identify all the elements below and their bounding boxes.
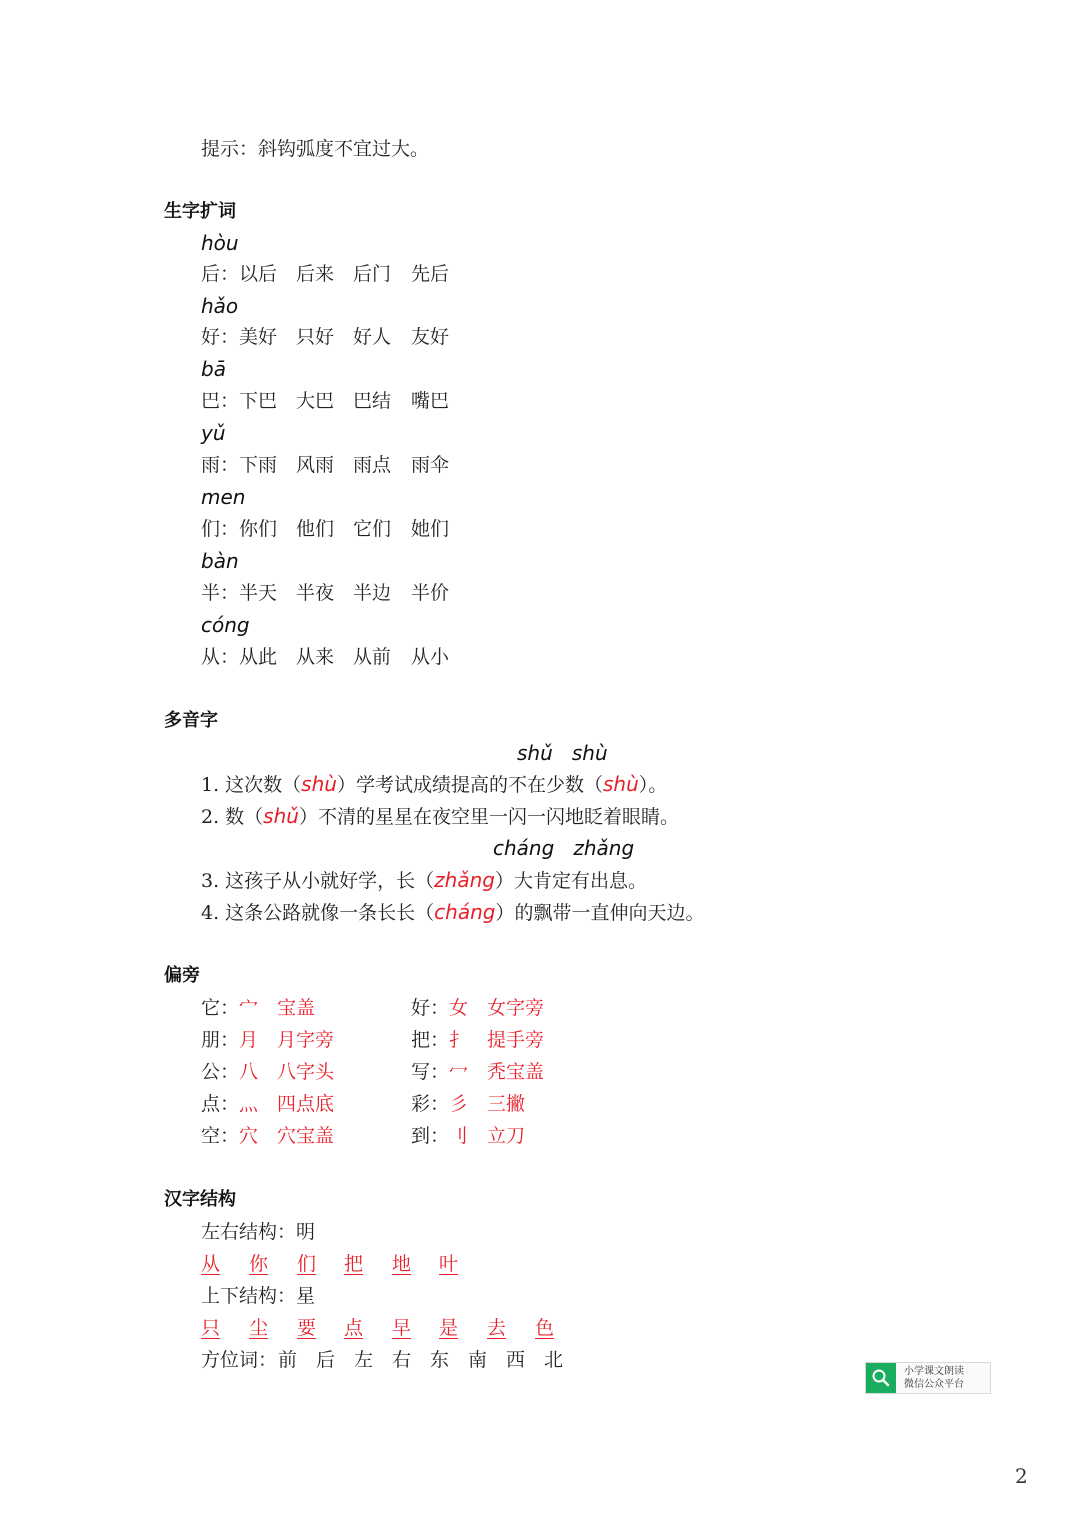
- tb-char: 点: [344, 1317, 364, 1339]
- badge-text: [904, 1365, 964, 1391]
- vocab-word: 半边: [353, 582, 392, 604]
- vocab-word: 下巴: [239, 390, 278, 412]
- vocab-row: [201, 452, 450, 478]
- lr-char: 地: [392, 1253, 412, 1275]
- radical-glyph: 女: [449, 997, 469, 1019]
- pinyin: yǔ: [201, 421, 226, 445]
- radical-name: 宝盖: [277, 997, 316, 1019]
- direction-label: 方位词：: [201, 1349, 278, 1371]
- tb-char: 是: [439, 1317, 459, 1339]
- vocab-word: 后门: [353, 263, 392, 285]
- polyphone-sentence: [201, 867, 647, 894]
- radical-char: 它：: [201, 997, 240, 1019]
- polyphone-sentence: [201, 803, 679, 830]
- radical-row: [201, 1123, 335, 1149]
- radical-char: 公：: [201, 1061, 240, 1083]
- lr-char: 你: [249, 1253, 269, 1275]
- radical-name: 穴宝盖: [277, 1125, 335, 1147]
- page-number: 2: [1015, 1464, 1028, 1488]
- vocab-word: 巴结: [353, 390, 392, 412]
- radical-char: 彩：: [411, 1093, 450, 1115]
- direction-word: 前: [278, 1349, 298, 1371]
- vocab-word: 大巴: [296, 390, 335, 412]
- vocab-word: 从此: [239, 646, 278, 668]
- sentence-text: ）。: [638, 774, 668, 796]
- direction-word: 后: [316, 1349, 336, 1371]
- radical-name: 女字旁: [487, 997, 545, 1019]
- direction-word: 右: [392, 1349, 412, 1371]
- radical-glyph: 宀: [239, 997, 259, 1019]
- radical-glyph: 灬: [239, 1093, 259, 1115]
- vocab-word: 你们: [239, 518, 278, 540]
- vocab-word: 下雨: [239, 454, 278, 476]
- vocab-char: 好：: [201, 326, 240, 348]
- radical-glyph: 刂: [449, 1125, 469, 1147]
- section-title-polyphone: 多音字: [164, 710, 218, 731]
- vocab-word: 从小: [411, 646, 450, 668]
- vocab-char: 从：: [201, 646, 240, 668]
- radical-row: [201, 1027, 335, 1053]
- tb-char: 色: [535, 1317, 555, 1339]
- vocab-word: 嘴巴: [411, 390, 450, 412]
- sentence-text: ）大肯定有出息。: [494, 870, 647, 892]
- radical-char: 把：: [411, 1029, 450, 1051]
- vocab-word: 它们: [353, 518, 392, 540]
- radical-row: [411, 1027, 545, 1053]
- pinyin: hòu: [201, 231, 239, 255]
- vocab-word: 风雨: [296, 454, 335, 476]
- vocab-word: 他们: [296, 518, 335, 540]
- sentence-text: 3. 这孩子从小就好学，长（: [201, 870, 435, 892]
- radical-glyph: 冖: [449, 1061, 469, 1083]
- vocab-word: 半价: [411, 582, 450, 604]
- vocab-row: [201, 580, 450, 606]
- radical-name: 秃宝盖: [487, 1061, 545, 1083]
- vocab-char: 们：: [201, 518, 240, 540]
- radical-name: 月字旁: [277, 1029, 335, 1051]
- pinyin-group: shǔ shù: [517, 741, 608, 765]
- radical-char: 到：: [411, 1125, 450, 1147]
- tb-char: 尘: [249, 1317, 269, 1339]
- radical-row: [201, 1091, 335, 1117]
- answer-pinyin: shù: [602, 772, 639, 796]
- tb-char: 只: [201, 1317, 221, 1339]
- sentence-text: 4. 这条公路就像一条长长（: [201, 902, 435, 924]
- pinyin: cóng: [201, 613, 250, 637]
- vocab-row: [201, 261, 450, 287]
- vocab-row: [201, 644, 450, 670]
- tb-char: 去: [487, 1317, 507, 1339]
- vocab-word: 友好: [411, 326, 450, 348]
- radical-char: 空：: [201, 1125, 240, 1147]
- badge-line1: 小学课文朗读: [904, 1366, 964, 1377]
- radical-name: 立刀: [487, 1125, 526, 1147]
- radical-char: 朋：: [201, 1029, 240, 1051]
- sentence-text: ）的飘带一直伸向天边。: [495, 902, 705, 924]
- radical-char: 好：: [411, 997, 450, 1019]
- tb-char: 早: [392, 1317, 412, 1339]
- radical-name: 三撇: [487, 1093, 526, 1115]
- lr-char: 们: [297, 1253, 317, 1275]
- tb-char: 要: [297, 1317, 317, 1339]
- radical-glyph: 彡: [449, 1093, 469, 1115]
- lr-char: 把: [344, 1253, 364, 1275]
- lr-char: 叶: [439, 1253, 459, 1275]
- vocab-word: 以后: [239, 263, 278, 285]
- radical-row: [201, 995, 316, 1021]
- pinyin: bā: [201, 357, 226, 381]
- vocab-word: 后来: [296, 263, 335, 285]
- sentence-text: ）学考试成绩提高的不在少数（: [336, 774, 603, 796]
- hint-text: 提示：斜钩弧度不宜过大。: [201, 138, 430, 160]
- vocab-word: 半天: [239, 582, 278, 604]
- direction-word: 左: [354, 1349, 374, 1371]
- radical-glyph: 扌: [449, 1029, 469, 1051]
- vocab-word: 从来: [296, 646, 335, 668]
- radical-char: 点：: [201, 1093, 240, 1115]
- structure-label-lr: 左右结构：明: [201, 1221, 316, 1243]
- vocab-word: 从前: [353, 646, 392, 668]
- vocab-char: 雨：: [201, 454, 240, 476]
- polyphone-sentence: [201, 899, 705, 926]
- radical-row: [411, 995, 545, 1021]
- pinyin: hǎo: [201, 294, 239, 318]
- radical-row: [411, 1059, 545, 1085]
- vocab-row: [201, 324, 450, 350]
- pinyin-group: cháng zhǎng: [493, 836, 635, 860]
- section-title-radicals: 偏旁: [164, 965, 200, 986]
- radical-char: 写：: [411, 1061, 450, 1083]
- direction-word: 东: [430, 1349, 450, 1371]
- vocab-word: 好人: [353, 326, 392, 348]
- radical-name: 提手旁: [487, 1029, 545, 1051]
- radical-name: 八字头: [277, 1061, 335, 1083]
- pinyin: bàn: [201, 549, 239, 573]
- polyphone-sentence: [201, 771, 667, 798]
- radical-row: [411, 1123, 526, 1149]
- badge-line2: 微信公众平台: [904, 1379, 964, 1390]
- pinyin: men: [201, 485, 246, 509]
- vocab-char: 巴：: [201, 390, 240, 412]
- direction-word: 北: [544, 1349, 564, 1371]
- radical-row: [201, 1059, 335, 1085]
- direction-word: 西: [506, 1349, 526, 1371]
- wechat-badge: [865, 1362, 991, 1394]
- vocab-word: 美好: [239, 326, 278, 348]
- vocab-row: [201, 388, 450, 414]
- radical-name: 四点底: [277, 1093, 335, 1115]
- search-icon: [866, 1363, 896, 1393]
- radical-glyph: 八: [239, 1061, 259, 1083]
- vocab-word: 她们: [411, 518, 450, 540]
- radical-glyph: 月: [239, 1029, 259, 1051]
- radical-glyph: 穴: [239, 1125, 259, 1147]
- sentence-text: ）不清的星星在夜空里一闪一闪地眨着眼睛。: [298, 806, 679, 828]
- vocab-word: 雨点: [353, 454, 392, 476]
- structure-label-tb: 上下结构：星: [201, 1285, 316, 1307]
- lr-char: 从: [201, 1253, 221, 1275]
- vocab-char: 半：: [201, 582, 240, 604]
- answer-pinyin: shǔ: [263, 804, 299, 828]
- radical-row: [411, 1091, 526, 1117]
- vocab-word: 只好: [296, 326, 335, 348]
- vocab-row: [201, 516, 450, 542]
- answer-pinyin: cháng: [434, 900, 496, 924]
- direction-word: 南: [468, 1349, 488, 1371]
- vocab-word: 先后: [411, 263, 450, 285]
- answer-pinyin: zhǎng: [434, 868, 495, 892]
- vocab-word: 半夜: [296, 582, 335, 604]
- sentence-text: 2. 数（: [201, 806, 264, 828]
- vocab-char: 后：: [201, 263, 240, 285]
- section-title-vocab: 生字扩词: [164, 201, 236, 222]
- sentence-text: 1. 这次数（: [201, 774, 302, 796]
- section-title-structure: 汉字结构: [164, 1189, 236, 1210]
- vocab-word: 雨伞: [411, 454, 450, 476]
- answer-pinyin: shù: [301, 772, 337, 796]
